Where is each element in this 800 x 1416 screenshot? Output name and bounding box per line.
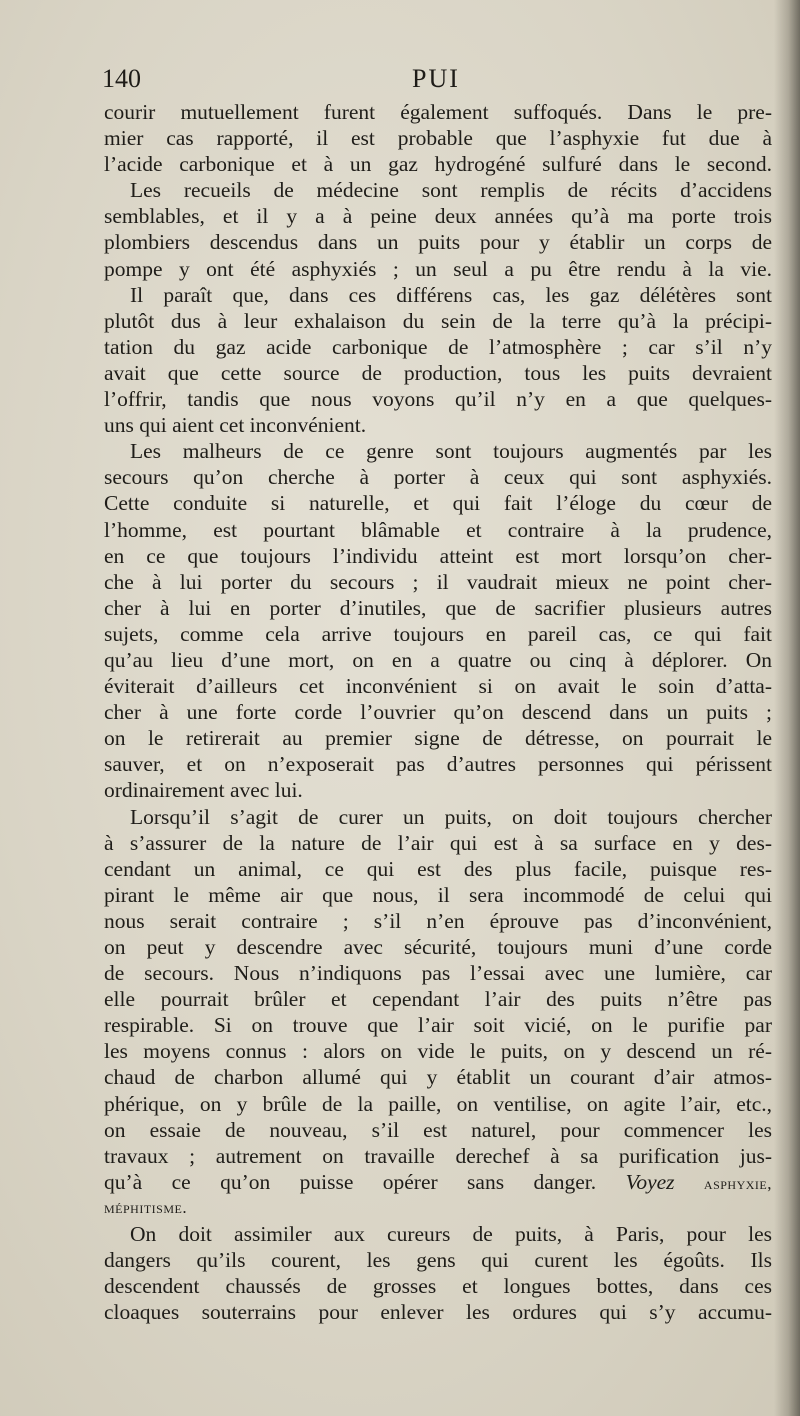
text-line: elle pourrait brûler et cependant l’air des puits n’être pas xyxy=(104,987,772,1012)
text-line: plutôt dus à leur exhalaison du sein de la terre qu’à la précipi- xyxy=(104,308,772,333)
text-line: phérique, on y brûle de la paille, on ventilise, on agite l’air, etc., xyxy=(104,1091,772,1116)
text-fragment: qu’à ce qu’on puisse opérer sans danger. xyxy=(104,1169,597,1194)
text-line: uns qui aient cet inconvénient. xyxy=(104,413,367,438)
page-gutter-shadow xyxy=(774,0,800,1416)
text-line: cher à lui en porter d’inutiles, que de sacrifier plusieurs autres xyxy=(104,595,772,620)
text-line: travaux ; autrement on travaille derechef à sa purification jus- xyxy=(104,1143,772,1168)
text-line: Lorsqu’il s’agit de curer un puits, on doit toujours chercher xyxy=(130,804,772,829)
running-head xyxy=(102,64,770,94)
text-line: pirant le même air que nous, il sera incommodé de celui qui xyxy=(104,882,772,907)
cross-reference-mephitisme: méphitisme. xyxy=(104,1197,188,1217)
cross-reference-asphyxie: asphyxie, xyxy=(703,1173,772,1193)
text-line: cher à une forte corde l’ouvrier qu’on descend dans un puits ; xyxy=(104,700,772,725)
text-line: dangers qu’ils courent, les gens qui curent les égoûts. Ils xyxy=(104,1248,772,1273)
text-line: les moyens connus : alors on vide le puits, on y descend un ré- xyxy=(104,1039,772,1064)
text-line: courir mutuellement furent également suffoqués. Dans le pre- xyxy=(104,100,772,124)
text-line: semblables, et il y a à peine deux années qu’à ma porte trois xyxy=(104,204,772,229)
text-line: che à lui porter du secours ; il vaudrait mieux ne point cher- xyxy=(104,569,772,594)
text-line: l’homme, est pourtant blâmable et contraire à la prudence, xyxy=(104,517,772,542)
text-line: On doit assimiler aux cureurs de puits, à Paris, pour les xyxy=(130,1222,772,1247)
text-line: tation du gaz acide carbonique de l’atmosphère ; car s’il n’y xyxy=(104,334,772,359)
text-line: avait que cette source de production, tous les puits devraient xyxy=(104,360,772,385)
text-line: cloaques souterrains pour enlever les ordures qui s’y accumu- xyxy=(104,1300,772,1325)
cross-reference-prefix: Voyez xyxy=(625,1169,675,1194)
page-number: 140 xyxy=(102,64,141,93)
text-line: on peut y descendre avec sécurité, toujours muni d’une corde xyxy=(104,935,772,959)
text-line: nous serait contraire ; s’il n’en éprouve pas d’inconvénient, xyxy=(104,908,772,933)
text-line: chaud de charbon allumé qui y établit un courant d’air atmos- xyxy=(104,1065,772,1090)
text-line: sujets, comme cela arrive toujours en pareil cas, ce qui fait xyxy=(104,621,772,646)
text-line: mier cas rapporté, il est probable que l’asphyxie fut due à xyxy=(104,126,772,151)
text-line: Les malheurs de ce genre sont toujours augmentés par les xyxy=(130,439,772,464)
text-line: Il paraît que, dans ces différens cas, les gaz délétères sont xyxy=(130,282,772,307)
text-line: ordinairement avec lui. xyxy=(104,778,303,803)
text-line: à s’assurer de la nature de l’air qui est à sa surface en y des- xyxy=(104,830,772,855)
text-line: sauver, et on n’exposerait pas d’autres personnes qui périssent xyxy=(104,752,772,777)
body-text xyxy=(104,99,772,1325)
text-line: Cette conduite si naturelle, et qui fait l’éloge du cœur de xyxy=(104,491,772,516)
text-line: pompe y ont été asphyxiés ; un seul a pu être rendu à la vie. xyxy=(104,256,772,281)
text-line: en ce que toujours l’individu atteint est mort lorsqu’on cher- xyxy=(104,543,772,568)
text-line: secours qu’on cherche à porter à ceux qui sont asphyxiés. xyxy=(104,465,772,490)
text-line: on le retirerait au premier signe de détresse, on pourrait le xyxy=(104,726,772,751)
text-line: qu’au lieu d’une mort, on en a quatre ou cinq à déplorer. On xyxy=(104,647,772,672)
text-line: éviterait d’ailleurs cet inconvénient si on avait le soin d’atta- xyxy=(104,674,772,699)
text-line: l’offrir, tandis que nous voyons qu’il n’y en a que quelques- xyxy=(104,387,772,412)
text-line: Les recueils de médecine sont remplis de récits d’accidens xyxy=(130,178,772,203)
running-head-title: PUI xyxy=(412,64,460,93)
text-line: descendent chaussés de grosses et longues bottes, dans ces xyxy=(104,1274,772,1299)
text-line: de secours. Nous n’indiquons pas l’essai avec une lumière, car xyxy=(104,961,772,986)
text-line: plombiers descendus dans un puits pour y établir un corps de xyxy=(104,230,772,255)
text-line-cross-reference xyxy=(104,1169,772,1195)
text-line: l’acide carbonique et à un gaz hydrogéné sulfuré dans le second. xyxy=(104,152,772,177)
text-line: on essaie de nouveau, s’il est naturel, pour commencer les xyxy=(104,1117,772,1142)
text-line: cendant un animal, ce qui est des plus facile, puisque res- xyxy=(104,856,772,881)
text-line: respirable. Si on trouve que l’air soit vicié, on le purifie par xyxy=(104,1013,772,1038)
